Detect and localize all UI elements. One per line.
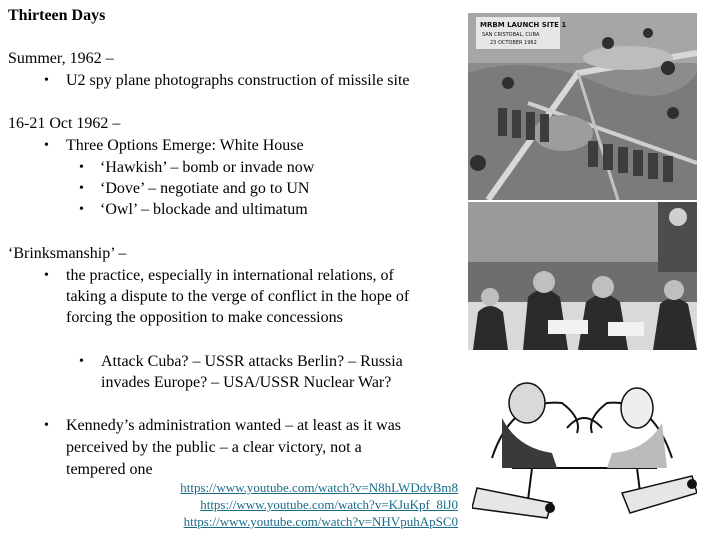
- cartoon-image: [472, 358, 697, 523]
- section1-heading: Summer, 1962 –: [8, 50, 114, 67]
- youtube-link-1[interactable]: https://www.youtube.com/watch?v=N8hLWDdvBm8: [180, 480, 458, 495]
- photo-caption-line: SAN CRISTOBAL, CUBA: [482, 32, 540, 38]
- white-house-meeting-photo: [468, 202, 697, 350]
- definition-line-2: taking a dispute to the verge of conflict in the hope of: [66, 288, 410, 305]
- missile-site-photo: [468, 13, 697, 200]
- owl-bullet: ‘Owl’ – blockade and ultimatum: [100, 201, 308, 218]
- bullet-dot: •: [79, 202, 84, 217]
- hawkish-bullet: ‘Hawkish’ – bomb or invade now: [100, 159, 315, 176]
- bullet-dot: •: [44, 268, 49, 283]
- missile-site-image: [468, 13, 697, 200]
- definition-line-1: the practice, especially in international relations, of: [66, 267, 394, 284]
- page-title: Thirteen Days: [8, 7, 106, 24]
- kennedy-line-2: perceived by the public – a clear victory, not a: [66, 439, 362, 456]
- photo-caption-line: MRBM LAUNCH SITE 1: [480, 21, 567, 29]
- bullet-dot: •: [79, 160, 84, 175]
- bullet-dot: •: [79, 354, 84, 369]
- youtube-link-3[interactable]: https://www.youtube.com/watch?v=NHVpuhApSC0: [183, 514, 458, 529]
- bullet-dot: •: [44, 138, 49, 153]
- meeting-image: [468, 202, 697, 350]
- u2-bullet: U2 spy plane photographs construction of missile site: [66, 72, 410, 89]
- escalation-line-1: Attack Cuba? – USSR attacks Berlin? – Russia: [101, 353, 403, 370]
- options-bullet: Three Options Emerge: White House: [66, 137, 304, 154]
- youtube-link-2[interactable]: https://www.youtube.com/watch?v=KJuKpf_8lJ0: [200, 497, 458, 512]
- arm-wrestling-cartoon: [472, 358, 697, 523]
- bullet-dot: •: [44, 418, 49, 433]
- kennedy-line-1: Kennedy’s administration wanted – at least as it was: [66, 417, 402, 434]
- definition-line-3: forcing the opposition to make concessions: [66, 309, 343, 326]
- bullet-dot: •: [79, 181, 84, 196]
- dove-bullet: ‘Dove’ – negotiate and go to UN: [100, 180, 310, 197]
- section3-heading: ‘Brinksmanship’ –: [8, 245, 127, 262]
- bullet-dot: •: [44, 73, 49, 88]
- section2-heading: 16-21 Oct 1962 –: [8, 115, 121, 132]
- escalation-line-2: invades Europe? – USA/USSR Nuclear War?: [101, 374, 392, 391]
- kennedy-line-3: tempered one: [66, 461, 153, 478]
- photo-caption-line: 23 OCTOBER 1962: [490, 40, 537, 46]
